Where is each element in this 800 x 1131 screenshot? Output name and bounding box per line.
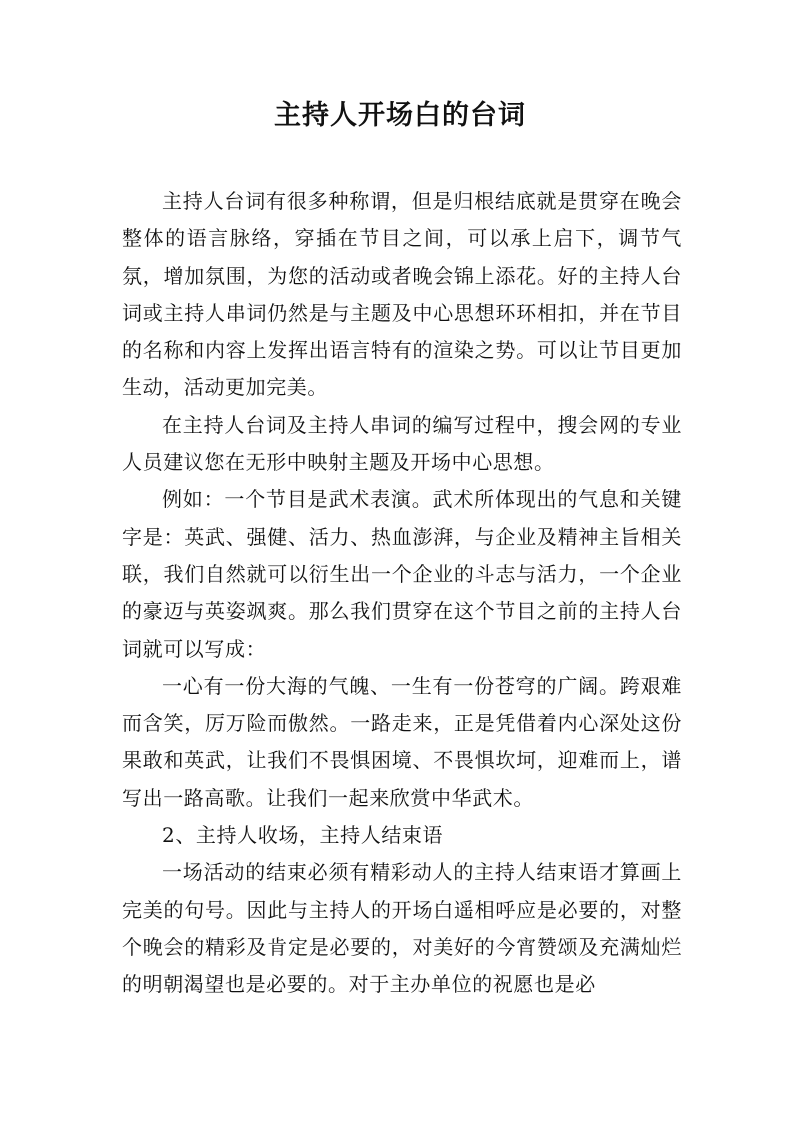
document-body <box>122 183 682 1004</box>
paragraph-sample-script: 一心有一份大海的气魄、一生有一份苍穹的广阔。跨艰难而含笑，厉万险而傲然。一路走来，正是凭借着内心深处这份果敢和英武，让我们不畏惧困境、不畏惧坎坷，迎难而上，谱写出一路高歌。让我们一起来欣赏中华武术。 <box>122 673 682 810</box>
document-title: 主持人开场白的台词 <box>274 100 526 131</box>
paragraph-advice: 在主持人台词及主持人串词的编写过程中，搜会网的专业人员建议您在无形中映射主题及开场中心思想。 <box>122 412 682 475</box>
paragraph-closing: 一场活动的结束必须有精彩动人的主持人结束语才算画上完美的句号。因此与主持人的开场白遥相呼应是必要的，对整个晚会的精彩及肯定是必要的，对美好的今宵赞颂及充满灿烂的明朝渴望也是必要的。对于主办单位的祝愿也是必 <box>122 860 682 997</box>
paragraph-example: 例如：一个节目是武术表演。武术所体现出的气息和关键字是：英武、强健、活力、热血澎湃，与企业及精神主旨相关联，我们自然就可以衍生出一个企业的斗志与活力，一个企业的豪迈与英姿飒爽。那么我们贯穿在这个节目之前的主持人台词就可以写成： <box>122 487 682 661</box>
section-heading-closing: 2、主持人收场，主持人结束语 <box>162 823 444 848</box>
paragraph-intro: 主持人台词有很多种称谓，但是归根结底就是贯穿在晚会整体的语言脉络，穿插在节目之间，可以承上启下，调节气氛，增加氛围，为您的活动或者晚会锦上添花。好的主持人台词或主持人串词仍然是与主题及中心思想环环相扣，并在节目的名称和内容上发挥出语言特有的渲染之势。可以让节目更加生动，活动更加完美。 <box>122 189 682 400</box>
